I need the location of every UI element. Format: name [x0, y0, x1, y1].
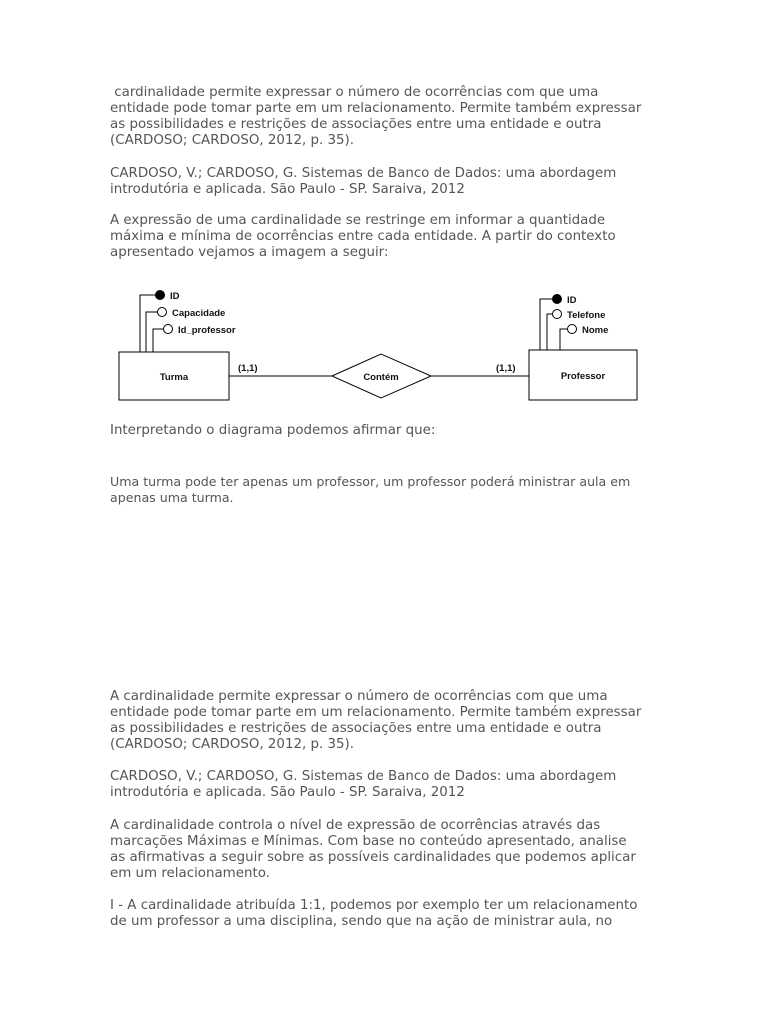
turma-idprofessor-connector: [153, 329, 164, 352]
er-diagram: [110, 280, 650, 410]
relationship-label: Contém: [363, 372, 399, 383]
turma-capacidade-circle: [158, 308, 167, 317]
professor-entity-label: Professor: [560, 371, 606, 382]
cardinality-left: (1,1): [238, 363, 258, 374]
professor-nome-circle: [568, 325, 577, 334]
cardinality-right: (1,1): [496, 363, 516, 374]
professor-attr-telefone: Telefone: [567, 310, 606, 321]
professor-attributes: [540, 295, 608, 351]
turma-attr-id-professor: Id_professor: [178, 325, 236, 336]
paragraph-cardinalidade-repeat: A cardinalidade permite expressar o número de ocorrências com que uma entidade pode tomar parte em um relacionamento. Permite também expressar as possibilidades e restrições de associações entre uma entidade e outra (CARDOSO; CARDOSO, 2012, p. 35).: [110, 689, 642, 752]
paragraph-interpretando: Interpretando o diagrama podemos afirmar que:: [110, 423, 436, 438]
professor-id-key-circle: [553, 295, 562, 304]
paragraph-expressao: A expressão de uma cardinalidade se restringe em informar a quantidade máxima e mínima de ocorrências entre cada entidade. A partir do contexto apresentado vejamos a imagem a seguir:: [110, 213, 616, 260]
turma-attr-capacidade: Capacidade: [172, 308, 226, 319]
professor-telefone-connector: [547, 314, 553, 350]
professor-attr-nome: Nome: [582, 325, 609, 336]
professor-id-connector: [540, 299, 553, 350]
paragraph-afirmativa-i: I - A cardinalidade atribuída 1:1, podemos por exemplo ter um relacionamento de um professor a uma disciplina, sendo que na ação de ministrar aula, no: [110, 898, 638, 929]
turma-capacidade-connector: [146, 312, 158, 352]
paragraph-reference-2: CARDOSO, V.; CARDOSO, G. Sistemas de Banco de Dados: uma abordagem introdutória e aplicada. São Paulo - SP. Saraiva, 2012: [110, 769, 617, 800]
paragraph-reference-1: CARDOSO, V.; CARDOSO, G. Sistemas de Banco de Dados: uma abordagem introdutória e aplicada. São Paulo - SP. Saraiva, 2012: [110, 166, 617, 197]
turma-idprofessor-circle: [164, 325, 173, 334]
turma-id-key-circle: [156, 291, 165, 300]
paragraph-controla: A cardinalidade controla o nível de expressão de ocorrências através das marcações Máximas e Mínimas. Com base no conteúdo apresentado, analise as afirmativas a seguir sobre as possíveis cardinalidades que podemos aplicar em um relacionamento.: [110, 818, 636, 881]
turma-attr-id: ID: [170, 291, 180, 302]
professor-telefone-circle: [553, 310, 562, 319]
turma-attributes: [140, 291, 236, 353]
professor-attr-id: ID: [567, 295, 577, 306]
professor-nome-connector: [560, 329, 568, 350]
paragraph-intro-cardinalidade: cardinalidade permite expressar o número de ocorrências com que uma entidade pode tomar parte em um relacionamento. Permite também expressar as possibilidades e restrições de associações entre uma entidade e outra (CARDOSO; CARDOSO, 2012, p. 35).: [110, 85, 642, 148]
paragraph-answer: Uma turma pode ter apenas um professor, um professor poderá ministrar aula em apenas uma turma.: [110, 474, 631, 505]
turma-entity-label: Turma: [159, 372, 189, 383]
